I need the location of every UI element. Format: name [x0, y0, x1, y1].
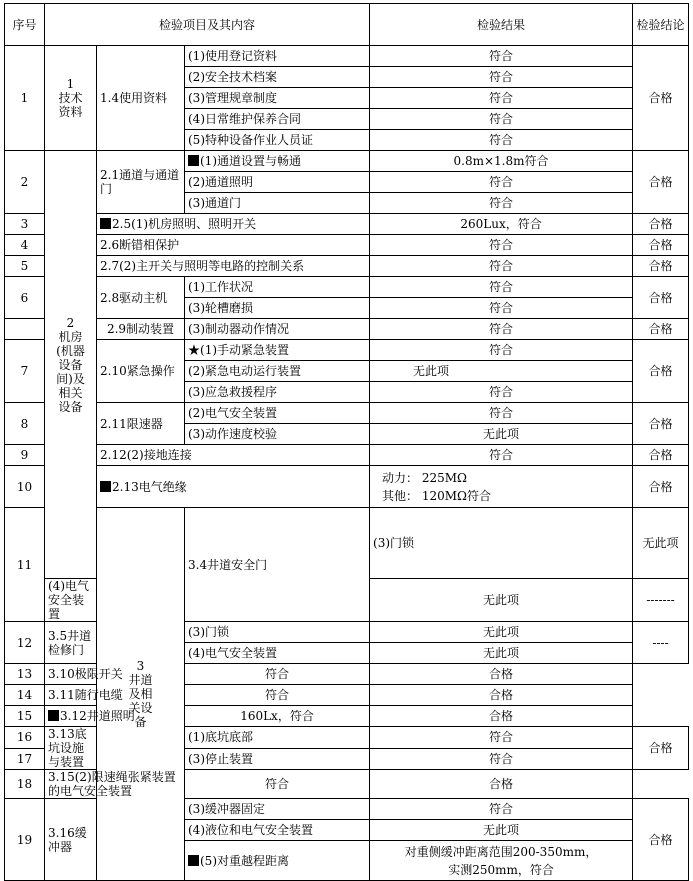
item-text: 3.12井道照明: [60, 709, 135, 723]
conclusion-cell: 合格: [633, 214, 689, 235]
row-number: 14: [5, 685, 45, 706]
star-icon: ★: [188, 343, 201, 357]
sub-item-label: (4)液位和电气安全装置: [185, 820, 370, 841]
item-text: 2.13电气绝缘: [112, 479, 187, 494]
result-cell: 符合: [370, 193, 633, 214]
item-label: 2.12(2)接地连接: [97, 445, 370, 466]
result-line: 其他： 120MΩ符合: [382, 488, 491, 503]
result-cell: 符合: [370, 748, 633, 770]
item-label: 2.1通道与通道门: [97, 151, 185, 214]
conclusion-cell: 合格: [370, 770, 633, 799]
result-cell: 符合: [370, 256, 633, 277]
header-seq: 序号: [5, 4, 45, 46]
result-cell: 符合: [370, 340, 633, 361]
conclusion-cell: 合格: [633, 235, 689, 256]
result-cell: 符合: [370, 382, 633, 403]
result-cell: 符合: [370, 799, 633, 820]
conclusion-cell: 合格: [633, 466, 689, 508]
row-number: 3: [5, 214, 45, 235]
result-cell: [370, 466, 633, 508]
item-label: 3.13底坑设施与装置: [45, 727, 97, 770]
result-cell: 符合: [370, 403, 633, 424]
row-number: 6: [5, 277, 45, 319]
sub-item-label: (2)通道照明: [185, 172, 370, 193]
item-label: 2.11限速器: [97, 403, 185, 445]
item-label: 2.6断错相保护: [97, 235, 370, 256]
result-line: 对重侧缓冲距离范围200-350mm，: [404, 844, 598, 859]
table-row: [5, 256, 689, 277]
result-cell: 符合: [370, 67, 633, 88]
result-cell: 符合: [370, 277, 633, 298]
item-text: 2.5(1)机房照明、照明开关: [112, 217, 257, 231]
sub-item-label: (4)电气安全装置: [185, 643, 370, 664]
conclusion-cell: 合格: [370, 664, 633, 685]
result-cell: 符合: [185, 685, 370, 706]
table-row: [5, 151, 689, 172]
header-row: [5, 4, 689, 46]
item-label: 3.11随行电缆: [45, 685, 185, 706]
sub-item-label: (3)动作速度校验: [185, 424, 370, 445]
inspection-table: [4, 3, 689, 881]
conclusion-cell: 合格: [370, 685, 633, 706]
table-row: [5, 445, 689, 466]
result-cell: 符合: [370, 319, 633, 340]
row-number: 13: [5, 664, 45, 685]
key-item-marker-icon: [188, 155, 199, 166]
row-number: 9: [5, 445, 45, 466]
result-cell: 260Lux，符合: [370, 214, 633, 235]
sub-item-label: (4)电气安全装置: [45, 579, 97, 622]
table-row: [5, 46, 689, 67]
result-line: 实测250mm，符合: [448, 862, 554, 877]
sub-item-label: (2)紧急电动运行装置: [185, 361, 370, 382]
header-result: 检验结果: [370, 4, 633, 46]
table-row: [5, 508, 689, 579]
result-cell: 符合: [370, 88, 633, 109]
result-cell: 无此项: [633, 508, 689, 579]
item-label: 3.16缓冲器: [45, 799, 97, 881]
row-number: 10: [5, 466, 45, 508]
header-conclusion: 检验结论: [633, 4, 689, 46]
conclusion-cell: 合格: [633, 799, 689, 881]
sub-item-label: (3)管理规章制度: [185, 88, 370, 109]
item-label: 3.4井道安全门: [185, 508, 370, 622]
result-cell: [370, 841, 633, 881]
table-row: [5, 770, 689, 799]
conclusion-cell: 合格: [633, 46, 689, 151]
key-item-marker-icon: [100, 481, 111, 492]
table-row: [5, 466, 689, 508]
row-number: 5: [5, 256, 45, 277]
result-cell: 无此项: [370, 643, 633, 664]
conclusion-cell: 合格: [633, 403, 689, 445]
item-label: 3.5井道检修门: [45, 622, 97, 664]
row-number: 18: [5, 770, 45, 799]
sub-item-label: (3)轮槽磨损: [185, 298, 370, 319]
table-row: [5, 685, 689, 706]
result-cell: 符合: [370, 172, 633, 193]
key-item-marker-icon: [100, 218, 111, 229]
result-cell: 无此项: [370, 424, 633, 445]
table-row: [5, 214, 689, 235]
conclusion-cell: -------: [633, 579, 689, 622]
header-item: 检验项目及其内容: [45, 4, 370, 46]
sub-item-label: (3)门锁: [370, 508, 633, 579]
row-number: 15: [5, 706, 45, 727]
row-number: 11: [5, 508, 45, 622]
table-row: [5, 664, 689, 685]
item-label: 1.4使用资料: [97, 46, 185, 151]
row-number: [5, 319, 45, 340]
conclusion-cell: 合格: [633, 277, 689, 319]
conclusion-cell: 合格: [633, 340, 689, 403]
section-label: 3 井道 及相 关设 备: [97, 508, 185, 881]
result-text: 无此项: [413, 364, 450, 378]
section-label: 1 技术 资料: [45, 46, 97, 151]
result-cell: 符合: [370, 445, 633, 466]
item-label: 3.10极限开关: [45, 664, 185, 685]
result-cell: 符合: [370, 46, 633, 67]
result-cell: 符合: [370, 298, 633, 319]
sub-item-label: (4)日常维护保养合同: [185, 109, 370, 130]
key-item-marker-icon: [48, 710, 59, 721]
table-row: [5, 403, 689, 424]
table-row: [5, 319, 689, 340]
sub-item-label: (3)应急救援程序: [185, 382, 370, 403]
item-label: 2.9制动装置: [97, 319, 185, 340]
sub-item-text: (1)手动紧急装置: [200, 343, 290, 357]
conclusion-cell: 合格: [633, 319, 689, 340]
result-cell: [370, 361, 633, 382]
conclusion-cell: ----: [633, 622, 689, 664]
sub-item-label: (1)底坑底部: [185, 727, 370, 749]
table-row: [5, 340, 689, 361]
item-label: [45, 706, 185, 727]
result-cell: 符合: [370, 130, 633, 151]
table-row: [5, 706, 689, 727]
result-cell: 无此项: [370, 820, 633, 841]
row-number: 1: [5, 46, 45, 151]
row-number: 7: [5, 340, 45, 403]
result-cell: 符合: [370, 727, 633, 749]
sub-item-label: (5)特种设备作业人员证: [185, 130, 370, 151]
sub-item-label: (3)通道门: [185, 193, 370, 214]
row-number: 4: [5, 235, 45, 256]
result-cell: 符合: [185, 770, 370, 799]
item-label: 3.15(2)限速绳张紧装置的电气安全装置: [45, 770, 185, 799]
section-label: 2 机房 (机器 设备 间)及 相关 设备: [45, 151, 97, 579]
result-cell: 0.8m×1.8m符合: [370, 151, 633, 172]
result-cell: 160Lx，符合: [185, 706, 370, 727]
result-cell: 符合: [370, 109, 633, 130]
item-label: [97, 466, 370, 508]
item-label: 2.10紧急操作: [97, 340, 185, 403]
row-number: 8: [5, 403, 45, 445]
sub-item-label: [185, 151, 370, 172]
sub-item-label: (2)电气安全装置: [185, 403, 370, 424]
sub-item-label: (1)使用登记资料: [185, 46, 370, 67]
item-label: 2.8驱动主机: [97, 277, 185, 319]
sub-item-label: (2)安全技术档案: [185, 67, 370, 88]
key-item-marker-icon: [188, 855, 199, 866]
result-line: 动力： 225MΩ: [382, 470, 467, 485]
result-cell: 符合: [185, 664, 370, 685]
table-row: [5, 235, 689, 256]
sub-item-text: (5)对重越程距离: [200, 853, 289, 868]
row-number: 2: [5, 151, 45, 214]
conclusion-cell: 合格: [633, 445, 689, 466]
sub-item-label: (3)门锁: [185, 622, 370, 643]
sub-item-label: (3)制动器动作情况: [185, 319, 370, 340]
row-number: 16: [5, 727, 45, 749]
item-label: [97, 214, 370, 235]
sub-item-label: (3)缓冲器固定: [185, 799, 370, 820]
sub-item-label: (1)工作状况: [185, 277, 370, 298]
result-cell: 无此项: [370, 622, 633, 643]
conclusion-cell: 合格: [633, 256, 689, 277]
row-number: 19: [5, 799, 45, 881]
item-label: 2.7(2)主开关与照明等电路的控制关系: [97, 256, 370, 277]
conclusion-cell: 合格: [633, 151, 689, 214]
result-cell: 无此项: [370, 579, 633, 622]
result-cell: 符合: [370, 235, 633, 256]
row-number: 17: [5, 748, 45, 770]
sub-item-label: (3)停止装置: [185, 748, 370, 770]
conclusion-cell: 合格: [633, 727, 689, 770]
table-row: [5, 277, 689, 298]
row-number: 12: [5, 622, 45, 664]
sub-item-label: [185, 841, 370, 881]
sub-item-text: (1)通道设置与畅通: [200, 154, 301, 168]
conclusion-cell: 合格: [370, 706, 633, 727]
sub-item-label: [185, 340, 370, 361]
